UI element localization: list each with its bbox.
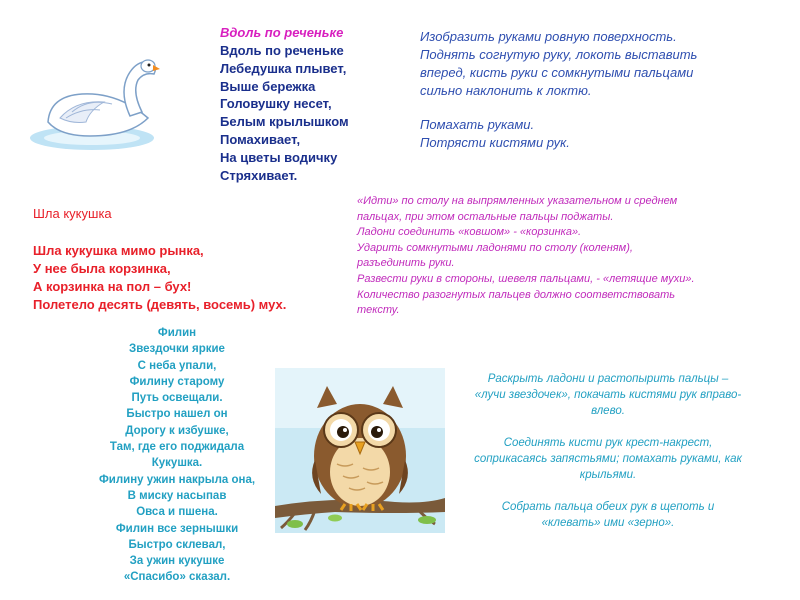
spacer [448,419,768,435]
swan-poem-line: Помахивает, [220,131,301,147]
owl-poem-line: Путь освещали. [131,392,223,405]
instruction-line: Количество разогнутых пальцев должно соответствовать [357,288,676,301]
owl-poem-line: Дорогу к избушке, [125,424,229,437]
spacer [448,483,768,499]
swan-poem-line: Белым крылышком [220,114,349,130]
owl-poem-line: «Спасибо» сказал. [123,571,231,584]
owl-poem-line: Филин все зернышки [115,522,239,535]
swan-poem-line: Головушку несет, [220,96,332,112]
cuckoo-poem-line: Шла кукушка мимо рынка, [33,243,204,258]
owl-poem-line: Филину старому [129,375,225,388]
instruction-line: Развести руки в стороны, шевеля пальцами, - «летящие мухи». [357,272,695,285]
owl-poem-line: Звездочки яркие [129,343,225,356]
swan-instructions [420,28,697,152]
swan-poem [220,42,349,184]
swan-poem-line: Выше бережка [220,78,316,94]
owl-poem-line: Филину ужин накрыла она, [98,473,256,486]
instruction-line: Раскрыть ладони и растопырить пальцы – [487,373,729,385]
swan-poem-line: Лебедушка плывет, [220,60,347,76]
instruction-line: разъединить руки. [357,257,455,270]
owl-poem-line: За ужин кукушке [129,555,225,568]
instruction-line: Поднять согнутую руку, локоть выставить [420,47,698,62]
swan-image [20,38,160,158]
cuckoo-poem-line: Полетело десять (девять, восемь) мух. [33,297,287,312]
swan-poem-line: Вдоль по реченьке [220,43,344,58]
owl-poem-title: Филин [157,327,197,339]
swan-poem-line: Стряхивает. [220,167,298,183]
owl-poem-line: С неба упали, [137,359,217,372]
owl-poem [48,325,306,586]
instruction-line: влево. [591,405,625,417]
owl-poem-line: Там, где его поджидала [109,441,245,454]
owl-poem-line: В миску насыпав [127,489,227,502]
instruction-line: Изобразить руками ровную поверхность. [420,29,677,44]
cuckoo-instructions [357,194,695,319]
instruction-line: пальцах, при этом остальные пальцы поджаты. [357,210,614,223]
instruction-line: «клевать» ими «зерно». [541,517,675,529]
instruction-line: «лучи звездочек», покачать кистями рук вправо- [474,389,742,401]
spacer [420,100,697,116]
instruction-line: сильно наклонить к локтю. [420,83,592,98]
instruction-line: Ладони соединить «ковшом» - «корзинка». [357,226,582,239]
owl-poem-line: Кукушка. [151,457,203,470]
owl-poem-line: Быстро нашел он [126,408,228,421]
instruction-line: Потрясти кистями рук. [420,135,570,150]
cuckoo-poem-title: Шла кукушка [33,206,112,221]
owl-instructions [448,371,768,531]
instruction-line: Соединять кисти рук крест-накрест, [503,437,713,449]
cuckoo-poem-line: А корзинка на пол – бух! [33,279,192,294]
instruction-line: Ударить сомкнутыми ладонями по столу (коленям), [357,241,633,254]
instruction-line: крыльями. [579,469,637,481]
instruction-line: соприкасаясь запястьями; помахать руками, как [474,453,742,465]
swan-poem-line: На цветы водичку [220,149,338,165]
instruction-line: вперед, кисть руки с сомкнутыми пальцами [420,65,694,80]
instruction-line: Собрать пальца обеих рук в щепоть и [501,501,715,513]
swan-poem-title: Вдоль по реченьке [220,25,344,40]
owl-poem-line: Быстро склевал, [128,538,226,551]
instruction-line: Помахать руками. [420,117,535,132]
cuckoo-poem [33,242,286,314]
owl-poem-line: Овса и пшена. [136,506,218,519]
cuckoo-poem-line: У нее была корзинка, [33,261,171,276]
instruction-line: тексту. [357,304,400,317]
instruction-line: «Идти» по столу на выпрямленных указательном и среднем [357,195,678,207]
